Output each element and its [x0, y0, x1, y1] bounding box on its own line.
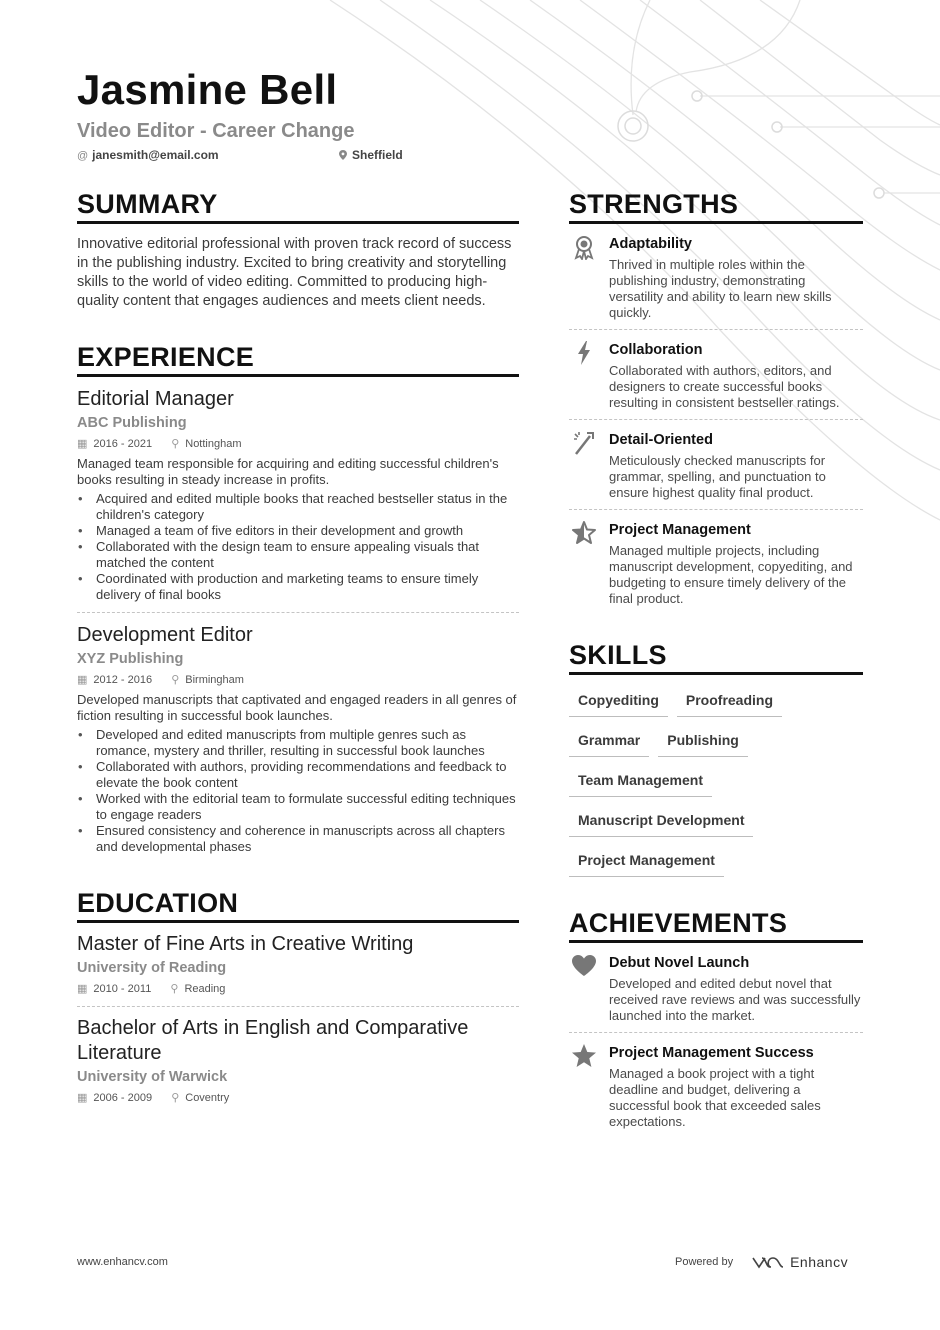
job-location: Nottingham — [185, 438, 242, 450]
job-description: Managed team responsible for acquiring and editing successful children's books resulting in steady increase in profits. — [77, 456, 499, 487]
divider — [569, 509, 863, 510]
strength-item — [569, 520, 863, 607]
education-dates: 2010 - 2011 — [93, 983, 152, 995]
bullet-item: • Collaborated with authors, providing recommendations and feedback to elevate the book content — [77, 759, 519, 791]
divider — [569, 1032, 863, 1033]
skills-heading: SKILLS — [569, 639, 863, 675]
map-pin-icon — [339, 150, 347, 160]
strength-title: Collaboration — [609, 342, 703, 358]
summary-text: Innovative editorial professional with proven track record of success in the publishing industry. Excited to bring creativity and storytelling skills to the world of video editing. Committed to producing high-quality content that engages audiences and meets client needs. — [77, 236, 512, 309]
job-meta — [77, 672, 519, 688]
divider — [77, 612, 519, 613]
divider — [569, 329, 863, 330]
strength-item — [569, 430, 863, 510]
candidate-name: Jasmine Bell — [77, 66, 338, 113]
footer-branding — [675, 1252, 848, 1272]
summary-section — [77, 188, 519, 311]
summary-heading: SUMMARY — [77, 188, 519, 224]
divider — [569, 419, 863, 420]
enhancv-logo-icon — [751, 1254, 785, 1270]
strength-description: Managed multiple projects, including manuscript development, copyediting, and budgeting to ensure timely delivery of the final product. — [609, 543, 853, 606]
achievement-item — [569, 1043, 863, 1130]
education-section — [77, 887, 519, 1106]
contact-location — [339, 148, 403, 162]
education-heading: EDUCATION — [77, 887, 519, 923]
star-outline-icon — [571, 520, 597, 546]
strengths-heading: STRENGTHS — [569, 188, 863, 224]
star-filled-icon — [571, 1043, 597, 1069]
candidate-role: Video Editor - Career Change — [77, 120, 355, 142]
job-company: XYZ Publishing — [77, 651, 184, 667]
school-name: University of Reading — [77, 960, 227, 976]
skill-tag: Publishing — [658, 723, 748, 757]
job-bullets — [77, 727, 519, 855]
strength-item — [569, 340, 863, 420]
resume-header — [77, 66, 577, 166]
bullet-item: • Coordinated with production and marketing teams to ensure timely delivery of final books — [77, 571, 519, 603]
education-meta — [77, 1090, 519, 1106]
bullet-item: • Ensured consistency and coherence in manuscripts across all chapters and developmental phases — [77, 823, 519, 855]
award-ribbon-icon — [571, 234, 597, 260]
brand-name[interactable]: Enhancv — [790, 1254, 849, 1270]
education-meta — [77, 981, 519, 997]
experience-section — [77, 341, 519, 855]
skill-tag: Team Management — [569, 763, 712, 797]
magic-wand-icon — [571, 430, 597, 456]
school-name: University of Warwick — [77, 1069, 228, 1085]
achievements-heading: ACHIEVEMENTS — [569, 907, 863, 943]
skills-list — [569, 683, 869, 883]
achievement-description: Managed a book project with a tight deadline and budget, delivering a successful book that exceeded sales expectations. — [609, 1066, 821, 1129]
achievement-item — [569, 953, 863, 1033]
footer-website[interactable]: www.enhancv.com — [77, 1256, 168, 1268]
job-location: Birmingham — [185, 674, 244, 686]
skill-tag: Manuscript Development — [569, 803, 753, 837]
contact-row — [77, 148, 577, 166]
education-location: Reading — [184, 983, 226, 995]
experience-heading: EXPERIENCE — [77, 341, 519, 377]
skills-section — [569, 639, 863, 883]
achievement-title: Project Management Success — [609, 1045, 814, 1061]
bullet-item: • Acquired and edited multiple books that reached bestseller status in the children's category — [77, 491, 519, 523]
bullet-item: • Developed and edited manuscripts from multiple genres such as romance, mystery and thriller, resulting in successful book launches — [77, 727, 519, 759]
strength-title: Detail-Oriented — [609, 432, 713, 448]
contact-email[interactable] — [77, 148, 219, 162]
strengths-section — [569, 188, 863, 607]
strength-item — [569, 234, 863, 330]
powered-by-label: Powered by — [675, 1256, 734, 1268]
job-dates: 2012 - 2016 — [93, 674, 153, 686]
job-dates: 2016 - 2021 — [93, 438, 153, 450]
strength-title: Adaptability — [609, 236, 692, 252]
strength-description: Thrived in multiple roles within the publishing industry, demonstrating versatility and ability to learn new skills quickly. — [609, 257, 832, 320]
skill-tag: Grammar — [569, 723, 649, 757]
bullet-item: • Worked with the editorial team to formulate successful editing techniques to engage readers — [77, 791, 519, 823]
divider — [77, 1006, 519, 1007]
map-pin-icon: ⚲ — [171, 674, 180, 686]
strength-description: Meticulously checked manuscripts for grammar, spelling, and punctuation to ensure highest quality final product. — [609, 453, 826, 500]
email-text: janesmith@email.com — [92, 148, 219, 162]
job-title: Editorial Manager — [77, 388, 234, 410]
map-pin-icon: ⚲ — [170, 983, 179, 995]
job-company: ABC Publishing — [77, 415, 187, 431]
job-entry — [77, 622, 519, 855]
education-entry — [77, 932, 519, 1007]
calendar-icon: ▦ — [77, 674, 88, 686]
calendar-icon: ▦ — [77, 438, 88, 450]
achievements-section — [569, 907, 863, 1130]
bullet-item: • Collaborated with the design team to ensure appealing visuals that matched the content — [77, 539, 519, 571]
job-title: Development Editor — [77, 624, 253, 646]
calendar-icon: ▦ — [77, 983, 88, 995]
job-meta — [77, 436, 519, 452]
education-location: Coventry — [185, 1092, 230, 1104]
skill-tag: Copyediting — [569, 683, 668, 717]
heart-icon — [571, 953, 597, 979]
skill-tag: Project Management — [569, 843, 724, 877]
left-column — [77, 188, 519, 1106]
job-description: Developed manuscripts that captivated and engaged readers in all genres of fiction resulting in successful book launches. — [77, 692, 517, 723]
skill-tag: Proofreading — [677, 683, 782, 717]
job-entry — [77, 386, 519, 613]
map-pin-icon: ⚲ — [171, 438, 180, 450]
degree-title: Bachelor of Arts in English and Comparative Literature — [77, 1017, 469, 1064]
education-entry — [77, 1016, 519, 1106]
at-icon: @ — [77, 150, 89, 162]
right-column — [569, 188, 863, 1130]
education-dates: 2006 - 2009 — [93, 1092, 153, 1104]
strength-description: Collaborated with authors, editors, and designers to create successful books resulting in consistent bestseller ratings. — [609, 363, 840, 410]
achievement-title: Debut Novel Launch — [609, 955, 750, 971]
strength-title: Project Management — [609, 522, 751, 538]
location-text: Sheffield — [352, 148, 403, 162]
achievement-description: Developed and edited debut novel that received rave reviews and was successfully launched into the market. — [609, 976, 861, 1023]
degree-title: Master of Fine Arts in Creative Writing — [77, 933, 414, 955]
calendar-icon: ▦ — [77, 1092, 88, 1104]
map-pin-icon: ⚲ — [171, 1092, 180, 1104]
lightning-bolt-icon — [571, 340, 597, 366]
bullet-item: • Managed a team of five editors in their development and growth — [77, 523, 519, 539]
job-bullets — [77, 491, 519, 603]
